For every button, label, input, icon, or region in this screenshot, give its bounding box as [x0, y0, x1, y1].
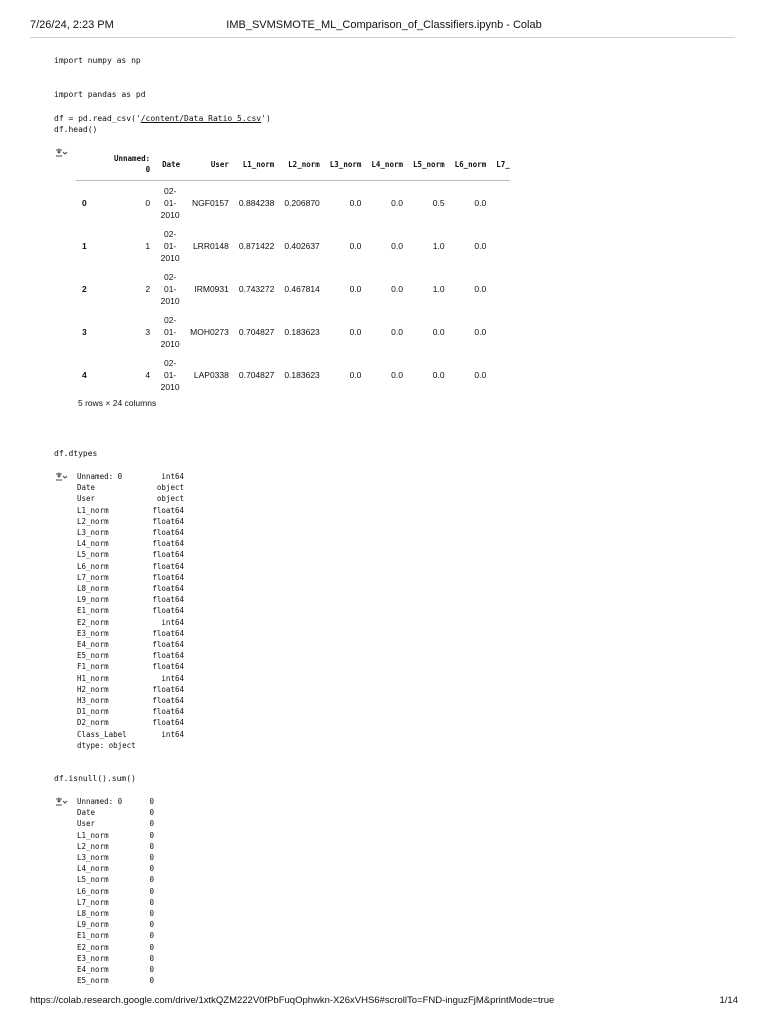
series-value: 0 — [149, 841, 154, 851]
table-row — [76, 310, 510, 353]
table-cell: 2 — [145, 283, 151, 294]
table-cell: 0.467814 — [284, 283, 320, 294]
table-row — [76, 267, 510, 310]
series-value: float64 — [152, 550, 184, 560]
table-row — [76, 353, 510, 396]
series-key: E3_norm — [77, 953, 109, 963]
series-row — [77, 482, 184, 493]
table-cell: 1.0 — [432, 240, 445, 251]
series-key: L4_norm — [77, 539, 109, 549]
series-row — [77, 684, 184, 695]
series-key: E3_norm — [77, 628, 109, 638]
series-key: E4_norm — [77, 640, 109, 650]
series-row — [77, 617, 184, 628]
series-value: 0 — [149, 830, 154, 840]
series-key: User — [77, 494, 96, 504]
table-cell: 0.884238 — [238, 197, 275, 208]
date-cell — [155, 181, 185, 225]
series-row — [77, 673, 184, 684]
series-value: object — [156, 494, 184, 504]
series-row — [77, 572, 184, 583]
series-key: D2_norm — [77, 718, 109, 728]
series-row — [77, 874, 154, 885]
date-part: 01- — [163, 369, 177, 380]
table-cell: LRR0148 — [192, 240, 229, 251]
dataframe-head-table — [76, 148, 510, 396]
series-key: E1_norm — [77, 931, 109, 941]
code-cell-import-pandas[interactable]: import pandas as pd — [54, 90, 146, 99]
row-index-cell: 3 — [82, 326, 87, 337]
table-cell: 0.0 — [391, 197, 403, 208]
series-value: float64 — [152, 707, 184, 717]
series-row — [77, 852, 154, 863]
date-part: 01- — [163, 240, 177, 251]
column-header: L6_norm — [454, 159, 487, 169]
series-value: float64 — [152, 628, 184, 638]
table-cell: 0.0 — [474, 283, 487, 294]
code-cell-dtypes[interactable]: df.dtypes — [54, 449, 98, 458]
series-value: 0 — [149, 953, 154, 963]
table-row — [76, 224, 510, 267]
table-cell-truncated — [491, 267, 510, 310]
table-cell: 0.5 — [432, 197, 445, 208]
series-key: L1_norm — [77, 830, 109, 840]
series-key: L5_norm — [77, 875, 109, 885]
table-cell: 0.402637 — [284, 240, 320, 251]
column-header: L1_norm — [242, 159, 275, 169]
table-cell: 0.206870 — [284, 197, 320, 208]
series-row — [77, 706, 184, 717]
series-row — [77, 605, 184, 616]
row-index-cell: 2 — [82, 283, 87, 294]
series-value: 0 — [149, 875, 154, 885]
code-cell-import-numpy[interactable]: import numpy as np — [54, 56, 141, 65]
table-cell: 0.0 — [391, 240, 403, 251]
series-key: L6_norm — [77, 561, 109, 571]
page-number: 1/14 — [719, 995, 738, 1006]
date-part: 2010 — [160, 295, 180, 306]
series-row — [77, 717, 184, 728]
series-row — [77, 471, 184, 482]
series-key: Unnamed: 0 — [77, 797, 123, 806]
series-row — [77, 516, 184, 527]
table-row — [76, 181, 510, 225]
series-value: 0 — [149, 819, 154, 829]
series-value: float64 — [152, 595, 184, 605]
table-cell: MOH0273 — [190, 326, 229, 337]
table-cell: 0.0 — [391, 283, 403, 294]
table-cell: 0.0 — [349, 369, 362, 380]
table-shape-footnote: 5 rows × 24 columns — [78, 398, 157, 408]
series-key: L6_norm — [77, 886, 109, 896]
csv-path-link[interactable]: /content/Data_Ratio_5.csv — [140, 114, 262, 123]
table-cell: 0.0 — [432, 326, 445, 337]
table-cell-truncated — [491, 310, 510, 353]
table-cell: 0.0 — [391, 369, 403, 380]
date-cell — [155, 267, 185, 310]
table-cell: 0.704827 — [238, 326, 275, 337]
column-header: L5_norm — [413, 159, 445, 169]
series-value: float64 — [152, 516, 184, 526]
series-row — [77, 639, 184, 650]
page-url: https://colab.research.google.com/drive/1xtkQZM222V0fPbFuqOphwkn-X26xVHS6#scrollTo=FND-inguzFjM&printMode=true — [30, 995, 555, 1006]
table-cell: 1 — [145, 240, 151, 251]
series-value: 0 — [149, 864, 154, 874]
series-value: 0 — [149, 808, 154, 818]
print-datetime: 7/26/24, 2:23 PM — [30, 19, 114, 31]
series-row — [77, 942, 154, 953]
date-cell — [155, 224, 185, 267]
series-value: float64 — [152, 505, 184, 515]
series-value: 0 — [149, 976, 154, 986]
code-text: ') — [261, 114, 271, 123]
series-row — [77, 538, 184, 549]
table-cell: 0.0 — [349, 197, 362, 208]
table-cell: IRM0931 — [194, 283, 229, 294]
date-part: 01- — [163, 326, 177, 337]
series-value: float64 — [152, 662, 184, 672]
series-value: float64 — [152, 696, 184, 706]
series-key: Date — [77, 483, 96, 493]
header-divider — [30, 37, 735, 38]
series-key: H1_norm — [77, 673, 109, 683]
series-value: int64 — [161, 472, 184, 481]
series-value: 0 — [149, 797, 154, 806]
table-cell: LAP0338 — [193, 369, 229, 380]
date-part: 2010 — [160, 252, 180, 263]
row-index-cell: 4 — [82, 369, 87, 380]
column-header: Date — [162, 159, 181, 169]
series-row — [77, 919, 154, 930]
series-key: L4_norm — [77, 864, 109, 874]
series-value: float64 — [152, 539, 184, 549]
column-header: User — [210, 159, 229, 169]
series-key: Date — [77, 808, 96, 818]
series-row — [77, 975, 154, 986]
series-dtype-footer: dtype: object — [77, 740, 136, 750]
series-row — [77, 841, 154, 852]
column-header: L2_norm — [288, 159, 320, 169]
table-cell: 0.0 — [474, 197, 487, 208]
series-value: 0 — [149, 942, 154, 952]
series-key: User — [77, 819, 96, 829]
series-value: int64 — [161, 673, 184, 683]
table-cell-truncated — [491, 181, 510, 225]
series-row — [77, 830, 154, 841]
series-row — [77, 549, 184, 560]
column-header: L4_norm — [371, 159, 403, 169]
table-cell-truncated — [491, 353, 510, 396]
series-row — [77, 863, 154, 874]
column-header: Unnamed: 0 — [114, 154, 151, 174]
series-key: Class_Label — [77, 729, 127, 739]
date-part: 01- — [163, 283, 177, 294]
output-toggle-icon[interactable] — [55, 797, 69, 807]
series-key: Unnamed: 0 — [77, 472, 123, 481]
dtypes-output — [77, 471, 184, 751]
table-cell: 0.0 — [349, 283, 362, 294]
isnull-output — [77, 796, 154, 986]
code-cell-read-csv[interactable] — [54, 113, 271, 135]
table-cell: 4 — [145, 369, 151, 380]
series-row — [77, 661, 184, 672]
series-row — [77, 818, 154, 829]
series-value: float64 — [152, 651, 184, 661]
table-cell: 1.0 — [432, 283, 445, 294]
series-value: 0 — [149, 853, 154, 863]
date-part: 2010 — [160, 338, 180, 349]
series-value: float64 — [152, 572, 184, 582]
series-value: 0 — [149, 931, 154, 941]
date-cell — [155, 353, 185, 396]
table-cell: 0.743272 — [238, 283, 275, 294]
series-row — [77, 729, 184, 740]
date-part: 2010 — [160, 381, 180, 392]
series-row — [77, 583, 184, 594]
series-key: L8_norm — [77, 584, 109, 594]
table-cell: NGF0157 — [192, 197, 229, 208]
date-part: 02- — [163, 271, 177, 282]
table-cell-truncated — [491, 224, 510, 267]
series-key: L2_norm — [77, 841, 109, 851]
series-row — [77, 695, 184, 706]
series-row — [77, 650, 184, 661]
series-key: D1_norm — [77, 707, 109, 717]
table-cell: 0.0 — [474, 369, 487, 380]
series-row — [77, 930, 154, 941]
series-row — [77, 594, 184, 605]
series-key: H2_norm — [77, 684, 109, 694]
series-row — [77, 628, 184, 639]
series-row — [77, 953, 154, 964]
column-header-index — [76, 148, 109, 181]
series-value: float64 — [152, 528, 184, 538]
output-toggle-icon[interactable] — [55, 472, 69, 482]
series-key: E5_norm — [77, 976, 109, 986]
series-value: float64 — [152, 640, 184, 650]
series-value: 0 — [149, 897, 154, 907]
series-key: E4_norm — [77, 965, 109, 975]
column-header: L3_norm — [329, 159, 362, 169]
table-cell: 0.183623 — [284, 369, 320, 380]
series-value: 0 — [149, 920, 154, 930]
series-key: E1_norm — [77, 606, 109, 616]
series-key: H3_norm — [77, 696, 109, 706]
series-key: L2_norm — [77, 516, 109, 526]
table-cell: 0.0 — [474, 240, 487, 251]
series-value: float64 — [152, 584, 184, 594]
date-part: 01- — [163, 197, 177, 208]
output-toggle-icon[interactable] — [55, 148, 69, 158]
series-row — [77, 886, 154, 897]
series-key: L3_norm — [77, 528, 109, 538]
series-key: L9_norm — [77, 920, 109, 930]
series-key: F1_norm — [77, 662, 109, 672]
series-row — [77, 561, 184, 572]
code-cell-isnull[interactable]: df.isnull().sum() — [54, 774, 136, 783]
date-cell — [155, 310, 185, 353]
table-cell: 0.0 — [432, 369, 445, 380]
table-cell: 0.0 — [474, 326, 487, 337]
series-key: L3_norm — [77, 853, 109, 863]
row-index-cell: 1 — [82, 240, 87, 251]
date-part: 02- — [163, 228, 177, 239]
series-key: L8_norm — [77, 909, 109, 919]
table-cell: 0.871422 — [238, 240, 275, 251]
series-key: L1_norm — [77, 505, 109, 515]
series-value: object — [156, 483, 184, 493]
series-row — [77, 796, 154, 807]
series-key: E5_norm — [77, 651, 109, 661]
notebook-title: IMB_SVMSMOTE_ML_Comparison_of_Classifiers.ipynb - Colab — [226, 19, 542, 31]
series-value: float64 — [152, 606, 184, 616]
table-cell: 0.704827 — [238, 369, 275, 380]
series-row — [77, 897, 154, 908]
date-part: 02- — [163, 357, 177, 368]
series-value: int64 — [161, 729, 184, 739]
date-part: 02- — [163, 185, 177, 196]
table-cell: 3 — [145, 326, 151, 337]
table-cell: 0.0 — [391, 326, 403, 337]
series-key: L5_norm — [77, 550, 109, 560]
series-value: 0 — [149, 909, 154, 919]
series-value: 0 — [149, 886, 154, 896]
series-key: L7_norm — [77, 897, 109, 907]
column-header-truncated: L7_ — [496, 159, 510, 169]
series-row — [77, 493, 184, 504]
date-part: 02- — [163, 314, 177, 325]
table-header-row — [76, 148, 510, 181]
series-key: L7_norm — [77, 572, 109, 582]
series-value: 0 — [149, 965, 154, 975]
table-cell: 0 — [145, 197, 151, 208]
series-row — [77, 908, 154, 919]
table-cell: 0.0 — [349, 240, 362, 251]
series-key: E2_norm — [77, 617, 109, 627]
row-index-cell: 0 — [82, 197, 87, 208]
table-cell: 0.183623 — [284, 326, 320, 337]
series-value: float64 — [152, 561, 184, 571]
series-row — [77, 505, 184, 516]
series-row — [77, 964, 154, 975]
series-value: float64 — [152, 684, 184, 694]
code-text: df.head() — [54, 125, 98, 134]
series-value: int64 — [161, 617, 184, 627]
series-row — [77, 527, 184, 538]
code-text: df = pd.read_csv(' — [54, 114, 141, 123]
series-key: L9_norm — [77, 595, 109, 605]
table-cell: 0.0 — [349, 326, 362, 337]
series-value: float64 — [152, 718, 184, 728]
series-key: E2_norm — [77, 942, 109, 952]
series-row — [77, 807, 154, 818]
date-part: 2010 — [160, 209, 180, 220]
